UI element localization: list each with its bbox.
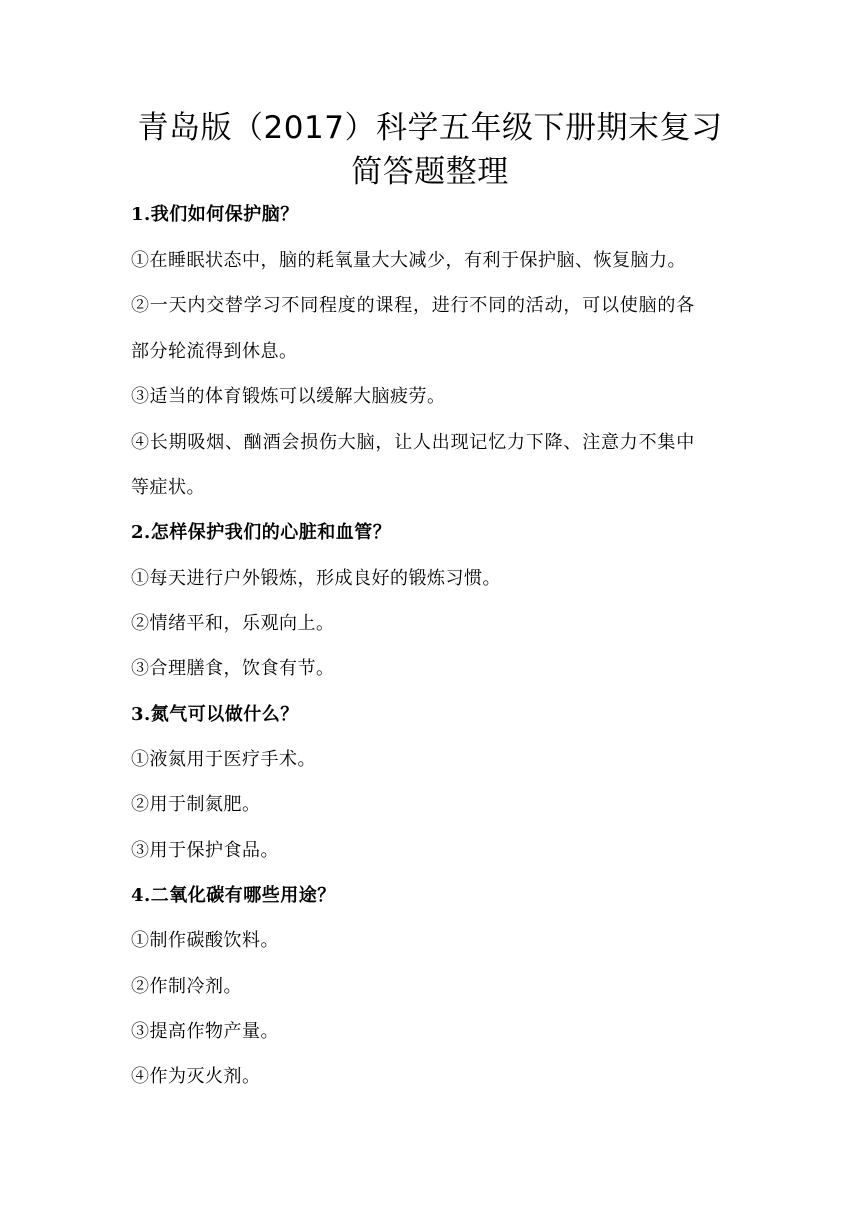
answer-line: ④作为灭火剂。: [131, 1066, 261, 1087]
answer-line: ②情绪平和，乐观向上。: [131, 613, 335, 634]
answer-line: ③合理膳食，饮食有节。: [131, 658, 335, 679]
question-heading: 3.氮气可以做什么？: [131, 704, 299, 725]
answer-line: ③用于保护食品。: [131, 840, 279, 861]
answer-line: ②用于制氮肥。: [131, 794, 261, 815]
document-title: 青岛版（2017）科学五年级下册期末复习: [137, 110, 723, 146]
answer-line: ①在睡眠状态中，脑的耗氧量大大减少，有利于保护脑、恢复脑力。: [131, 250, 686, 271]
answer-line: ②作制冷剂。: [131, 976, 242, 997]
answer-line: ④长期吸烟、酗酒会损伤大脑，让人出现记忆力下降、注意力不集中: [131, 432, 695, 453]
answer-line: ①每天进行户外锻炼，形成良好的锻炼习惯。: [131, 568, 501, 589]
question-heading: 2.怎样保护我们的心脏和血管？: [131, 522, 392, 543]
question-heading: 4.二氧化碳有哪些用途？: [131, 885, 336, 906]
question-heading: 1.我们如何保护脑？: [131, 204, 299, 225]
answer-line: ①制作碳酸饮料。: [131, 930, 279, 951]
answer-line: 部分轮流得到休息。: [131, 341, 298, 362]
answer-line: ③适当的体育锻炼可以缓解大脑疲劳。: [131, 386, 446, 407]
answer-line: ②一天内交替学习不同程度的课程，进行不同的活动，可以使脑的各: [131, 295, 695, 316]
answer-line: ①液氮用于医疗手术。: [131, 749, 316, 770]
answer-line: 等症状。: [131, 477, 205, 498]
answer-line: ③提高作物产量。: [131, 1021, 279, 1042]
document-subtitle: 简答题整理: [351, 154, 509, 190]
